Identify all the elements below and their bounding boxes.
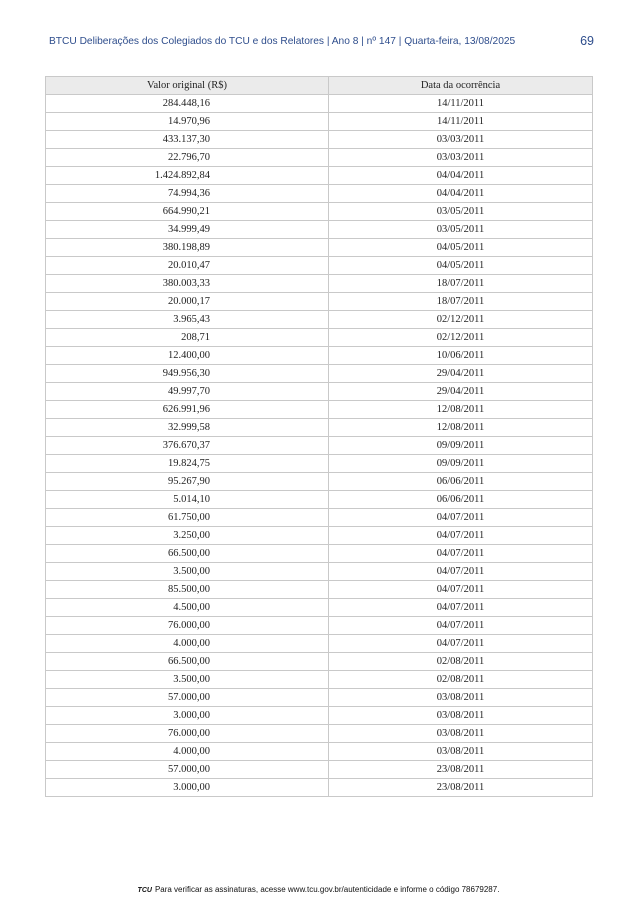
data-ocorrencia-cell: 04/04/2011 — [329, 167, 593, 185]
table-row — [46, 383, 593, 401]
table-row — [46, 365, 593, 383]
footer-text: Para verificar as assinaturas, acesse www.tcu.gov.br/autenticidade e informe o código 78679287. — [154, 885, 500, 894]
valor-original-cell: 76.000,00 — [46, 725, 329, 743]
data-ocorrencia-cell: 14/11/2011 — [329, 95, 593, 113]
valor-original-cell: 85.500,00 — [46, 581, 329, 599]
valor-original-cell: 284.448,16 — [46, 95, 329, 113]
valor-original-cell: 376.670,37 — [46, 437, 329, 455]
valor-original-cell: 4.500,00 — [46, 599, 329, 617]
data-ocorrencia-cell: 03/05/2011 — [329, 221, 593, 239]
table-row — [46, 779, 593, 797]
table-row — [46, 149, 593, 167]
valor-original-cell: 3.965,43 — [46, 311, 329, 329]
table-row — [46, 617, 593, 635]
valor-original-cell: 22.796,70 — [46, 149, 329, 167]
valor-original-cell: 3.000,00 — [46, 707, 329, 725]
valor-original-cell: 208,71 — [46, 329, 329, 347]
data-ocorrencia-cell: 09/09/2011 — [329, 437, 593, 455]
valor-original-cell: 4.000,00 — [46, 635, 329, 653]
valor-original-cell: 949.956,30 — [46, 365, 329, 383]
valor-original-cell: 20.010,47 — [46, 257, 329, 275]
table-row — [46, 419, 593, 437]
valor-original-cell: 3.250,00 — [46, 527, 329, 545]
table-row — [46, 689, 593, 707]
data-ocorrencia-cell: 18/07/2011 — [329, 275, 593, 293]
table-row — [46, 761, 593, 779]
table-row — [46, 599, 593, 617]
table-row — [46, 275, 593, 293]
data-ocorrencia-cell: 02/12/2011 — [329, 311, 593, 329]
data-ocorrencia-cell: 03/03/2011 — [329, 131, 593, 149]
valor-original-cell: 3.500,00 — [46, 563, 329, 581]
table-row — [46, 707, 593, 725]
column-header-data: Data da ocorrência — [329, 77, 593, 95]
table-row — [46, 95, 593, 113]
table-row — [46, 437, 593, 455]
valor-original-cell: 4.000,00 — [46, 743, 329, 761]
data-ocorrencia-cell: 29/04/2011 — [329, 365, 593, 383]
data-ocorrencia-cell: 04/07/2011 — [329, 599, 593, 617]
data-ocorrencia-cell: 12/08/2011 — [329, 419, 593, 437]
valor-original-cell: 61.750,00 — [46, 509, 329, 527]
table-row — [46, 401, 593, 419]
data-ocorrencia-cell: 02/12/2011 — [329, 329, 593, 347]
page-number: 69 — [580, 34, 594, 48]
valor-original-cell: 5.014,10 — [46, 491, 329, 509]
valor-original-cell: 32.999,58 — [46, 419, 329, 437]
data-ocorrencia-cell: 03/08/2011 — [329, 689, 593, 707]
valor-original-cell: 380.198,89 — [46, 239, 329, 257]
valor-original-cell: 12.400,00 — [46, 347, 329, 365]
data-ocorrencia-cell: 03/08/2011 — [329, 725, 593, 743]
table-row — [46, 527, 593, 545]
valor-original-cell: 95.267,90 — [46, 473, 329, 491]
valor-original-cell: 66.500,00 — [46, 545, 329, 563]
data-ocorrencia-cell: 04/07/2011 — [329, 563, 593, 581]
data-ocorrencia-cell: 12/08/2011 — [329, 401, 593, 419]
data-ocorrencia-cell: 04/07/2011 — [329, 635, 593, 653]
table-row — [46, 455, 593, 473]
data-ocorrencia-cell: 29/04/2011 — [329, 383, 593, 401]
data-ocorrencia-cell: 03/03/2011 — [329, 149, 593, 167]
table-row — [46, 725, 593, 743]
data-ocorrencia-cell: 04/07/2011 — [329, 617, 593, 635]
data-ocorrencia-cell: 06/06/2011 — [329, 491, 593, 509]
page-footer — [0, 885, 637, 894]
data-ocorrencia-cell: 04/05/2011 — [329, 257, 593, 275]
table-row — [46, 473, 593, 491]
table-row — [46, 257, 593, 275]
data-ocorrencia-cell: 04/07/2011 — [329, 581, 593, 599]
data-ocorrencia-cell: 06/06/2011 — [329, 473, 593, 491]
data-ocorrencia-cell: 04/04/2011 — [329, 185, 593, 203]
column-header-valor: Valor original (R$) — [46, 77, 329, 95]
valor-original-cell: 66.500,00 — [46, 653, 329, 671]
values-table — [45, 76, 593, 797]
table-row — [46, 581, 593, 599]
data-ocorrencia-cell: 18/07/2011 — [329, 293, 593, 311]
valor-original-cell: 664.990,21 — [46, 203, 329, 221]
table-row — [46, 491, 593, 509]
valor-original-cell: 20.000,17 — [46, 293, 329, 311]
table-row — [46, 167, 593, 185]
data-ocorrencia-cell: 02/08/2011 — [329, 671, 593, 689]
data-ocorrencia-cell: 23/08/2011 — [329, 779, 593, 797]
valor-original-cell: 49.997,70 — [46, 383, 329, 401]
valor-original-cell: 74.994,36 — [46, 185, 329, 203]
table-row — [46, 545, 593, 563]
table-row — [46, 311, 593, 329]
table-row — [46, 329, 593, 347]
data-ocorrencia-cell: 04/05/2011 — [329, 239, 593, 257]
valor-original-cell: 380.003,33 — [46, 275, 329, 293]
table-row — [46, 563, 593, 581]
table-row — [46, 743, 593, 761]
valor-original-cell: 14.970,96 — [46, 113, 329, 131]
valor-original-cell: 57.000,00 — [46, 689, 329, 707]
header-title: BTCU Deliberações dos Colegiados do TCU e dos Relatores | Ano 8 | nº 147 | Quarta-feira, 13/08/2025 — [49, 36, 516, 47]
table-row — [46, 185, 593, 203]
table-row — [46, 347, 593, 365]
table-row — [46, 509, 593, 527]
table-row — [46, 131, 593, 149]
valor-original-cell: 1.424.892,84 — [46, 167, 329, 185]
data-ocorrencia-cell: 23/08/2011 — [329, 761, 593, 779]
tcu-logo-icon: TCU — [137, 887, 152, 894]
table-row — [46, 221, 593, 239]
valor-original-cell: 3.000,00 — [46, 779, 329, 797]
valor-original-cell: 57.000,00 — [46, 761, 329, 779]
valor-original-cell: 626.991,96 — [46, 401, 329, 419]
data-ocorrencia-cell: 03/05/2011 — [329, 203, 593, 221]
table-header-row — [46, 77, 593, 95]
data-ocorrencia-cell: 10/06/2011 — [329, 347, 593, 365]
data-ocorrencia-cell: 03/08/2011 — [329, 707, 593, 725]
valor-original-cell: 433.137,30 — [46, 131, 329, 149]
table-row — [46, 635, 593, 653]
table-row — [46, 203, 593, 221]
data-ocorrencia-cell: 04/07/2011 — [329, 509, 593, 527]
data-ocorrencia-cell: 09/09/2011 — [329, 455, 593, 473]
data-ocorrencia-cell: 14/11/2011 — [329, 113, 593, 131]
table-row — [46, 293, 593, 311]
valor-original-cell: 3.500,00 — [46, 671, 329, 689]
valor-original-cell: 76.000,00 — [46, 617, 329, 635]
valor-original-cell: 34.999,49 — [46, 221, 329, 239]
data-ocorrencia-cell: 02/08/2011 — [329, 653, 593, 671]
data-ocorrencia-cell: 04/07/2011 — [329, 527, 593, 545]
table-row — [46, 239, 593, 257]
data-ocorrencia-cell: 03/08/2011 — [329, 743, 593, 761]
table-row — [46, 653, 593, 671]
page-header — [49, 35, 594, 51]
table-row — [46, 113, 593, 131]
valor-original-cell: 19.824,75 — [46, 455, 329, 473]
table-row — [46, 671, 593, 689]
data-ocorrencia-cell: 04/07/2011 — [329, 545, 593, 563]
